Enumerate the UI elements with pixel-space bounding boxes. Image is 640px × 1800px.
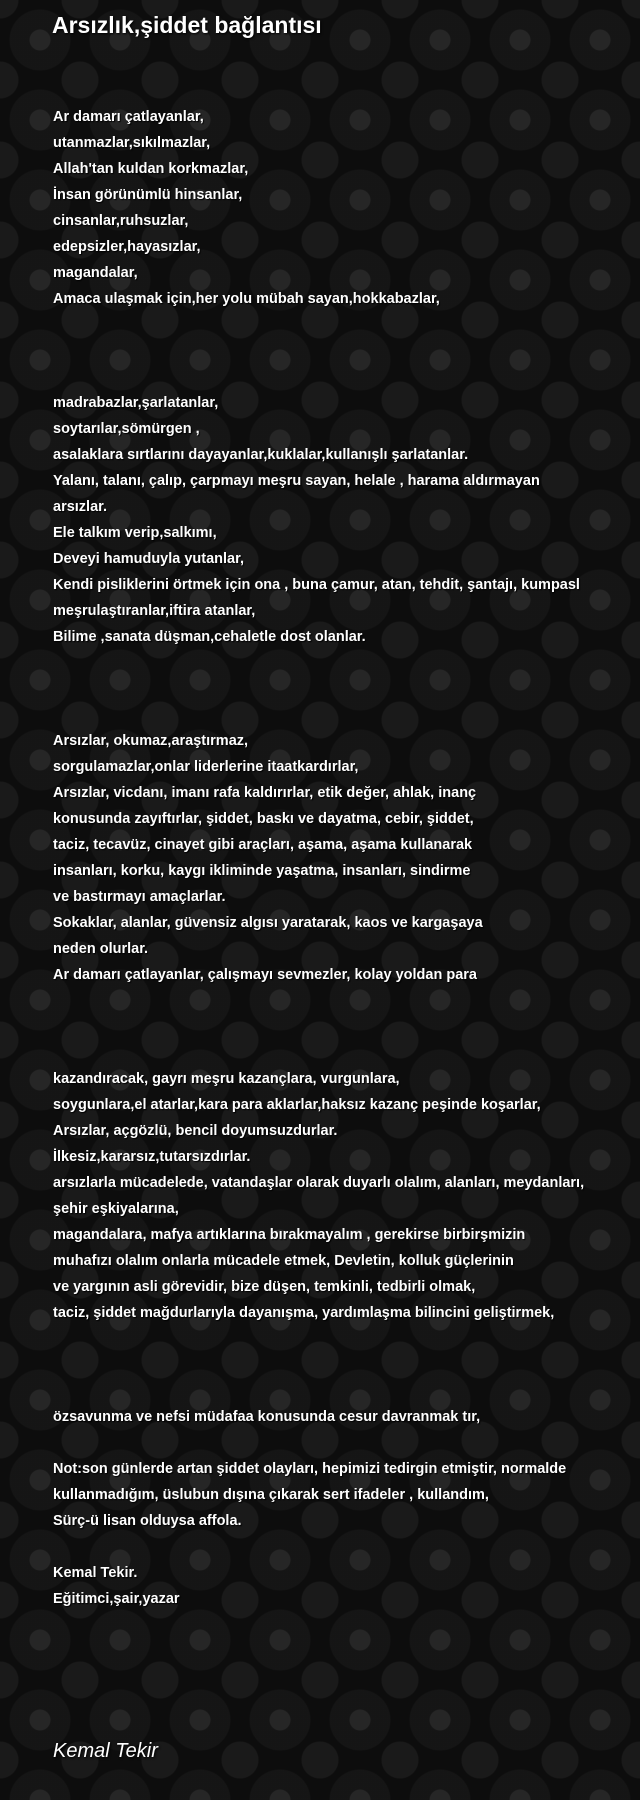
stanza (53, 1456, 640, 1534)
poem-line: magandalara, mafya artıklarına bırakmayalım , gerekirse birbirşmizin (53, 1227, 526, 1243)
poem-line: insanları, korku, kaygı ikliminde yaşatma, insanları, sindirme (53, 863, 471, 879)
stanza-gap (53, 312, 640, 390)
poem-line: taciz, şiddet mağdurlarıyla dayanışma, yardımlaşma bilincini geliştirmek, (53, 1305, 555, 1321)
stanza (53, 1404, 640, 1430)
poem-line: şehir eşkiyalarına, (53, 1201, 179, 1217)
signature-block (53, 1560, 640, 1612)
poem-line: Sürç-ü lisan olduysa affola. (53, 1513, 242, 1529)
poem-line: madrabazlar,şarlatanlar, (53, 395, 219, 411)
stanza (53, 104, 640, 312)
poem-line: ve bastırmayı amaçlarlar. (53, 889, 226, 905)
poem-line: utanmazlar,sıkılmazlar, (53, 135, 211, 151)
poem-line: Sokaklar, alanlar, güvensiz algısı yaratarak, kaos ve kargaşaya (53, 915, 483, 931)
poem-line: soygunlara,el atarlar,kara para aklarlar,haksız kazanç peşinde koşarlar, (53, 1097, 541, 1113)
poem-line: İnsan görünümlü hinsanlar, (53, 187, 243, 203)
poem-line: İlkesiz,kararsız,tutarsızdırlar. (53, 1149, 251, 1165)
poem-line: soytarılar,sömürgen , (53, 421, 200, 437)
poem-line: Arsızlar, okumaz,araştırmaz, (53, 733, 249, 749)
poem-line: neden olurlar. (53, 941, 149, 957)
poem-line: sorgulamazlar,onlar liderlerine itaatkardırlar, (53, 759, 359, 775)
poem-line: edepsizler,hayasızlar, (53, 239, 201, 255)
poem-line: arsızlarla mücadelede, vatandaşlar olarak duyarlı olalım, alanları, meydanları, (53, 1175, 585, 1191)
poem-line: kazandıracak, gayrı meşru kazançlara, vurgunlara, (53, 1071, 400, 1087)
poem-body (53, 104, 640, 1612)
poem-line: Ele talkım verip,salkımı, (53, 525, 217, 541)
poem-line: özsavunma ve nefsi müdafaa konusunda cesur davranmak tır, (53, 1409, 481, 1425)
poem-line: Kendi pisliklerini örtmek için ona , buna çamur, atan, tehdit, şantajı, kumpasl (53, 577, 580, 593)
poem-line: Allah'tan kuldan korkmazlar, (53, 161, 249, 177)
poem-line: Arsızlar, açgözlü, bencil doyumsuzdurlar. (53, 1123, 338, 1139)
poem-line: Deveyi hamuduyla yutanlar, (53, 551, 244, 567)
signature-name: Kemal Tekir. (53, 1565, 138, 1581)
poem-line: Arsızlar, vicdanı, imanı rafa kaldırırlar, etik değer, ahlak, inanç (53, 785, 477, 801)
stanza (53, 1066, 640, 1326)
poem-line: Amaca ulaşmak için,her yolu mübah sayan,hokkabazlar, (53, 291, 440, 307)
stanza-gap (53, 1430, 640, 1456)
stanza (53, 390, 640, 650)
poem-line: magandalar, (53, 265, 138, 281)
stanza-gap (53, 988, 640, 1066)
poem-line: konusunda zayıftırlar, şiddet, baskı ve dayatma, cebir, şiddet, (53, 811, 474, 827)
poem-line: Ar damarı çatlayanlar, çalışmayı sevmezler, kolay yoldan para (53, 967, 477, 983)
poem-title: Arsızlık,şiddet bağlantısı (52, 12, 322, 38)
poem-line: muhafızı olalım onlarla mücadele etmek, Devletin, kolluk güçlerinin (53, 1253, 514, 1269)
signature-title: Eğitimci,şair,yazar (53, 1591, 180, 1607)
stanza-gap (53, 1326, 640, 1404)
poem-line: asalaklara sırtlarını dayayanlar,kuklalar,kullanışlı şarlatanlar. (53, 447, 469, 463)
poem-line: arsızlar. (53, 499, 108, 515)
poem-line: taciz, tecavüz, cinayet gibi araçları, aşama, aşama kullanarak (53, 837, 473, 853)
poet-name: Kemal Tekir (53, 1740, 158, 1762)
poem-line: Bilime ,sanata düşman,cehaletle dost olanlar. (53, 629, 366, 645)
poem-line: Ar damarı çatlayanlar, (53, 109, 204, 125)
poem-line: Not:son günlerde artan şiddet olayları, hepimizi tedirgin etmiştir, normalde (53, 1461, 567, 1477)
poem-line: ve yargının asli görevidir, bize düşen, temkinli, tedbirli olmak, (53, 1279, 476, 1295)
poem-line: kullanmadığım, üslubun dışına çıkarak sert ifadeler , kullandım, (53, 1487, 489, 1503)
stanza-gap (53, 1534, 640, 1560)
poem-line: cinsanlar,ruhsuzlar, (53, 213, 189, 229)
poem-line: meşrulaştıranlar,iftira atanlar, (53, 603, 256, 619)
stanza (53, 728, 640, 988)
stanza-gap (53, 650, 640, 728)
poem-line: Yalanı, talanı, çalıp, çarpmayı meşru sayan, helale , harama aldırmayan (53, 473, 540, 489)
